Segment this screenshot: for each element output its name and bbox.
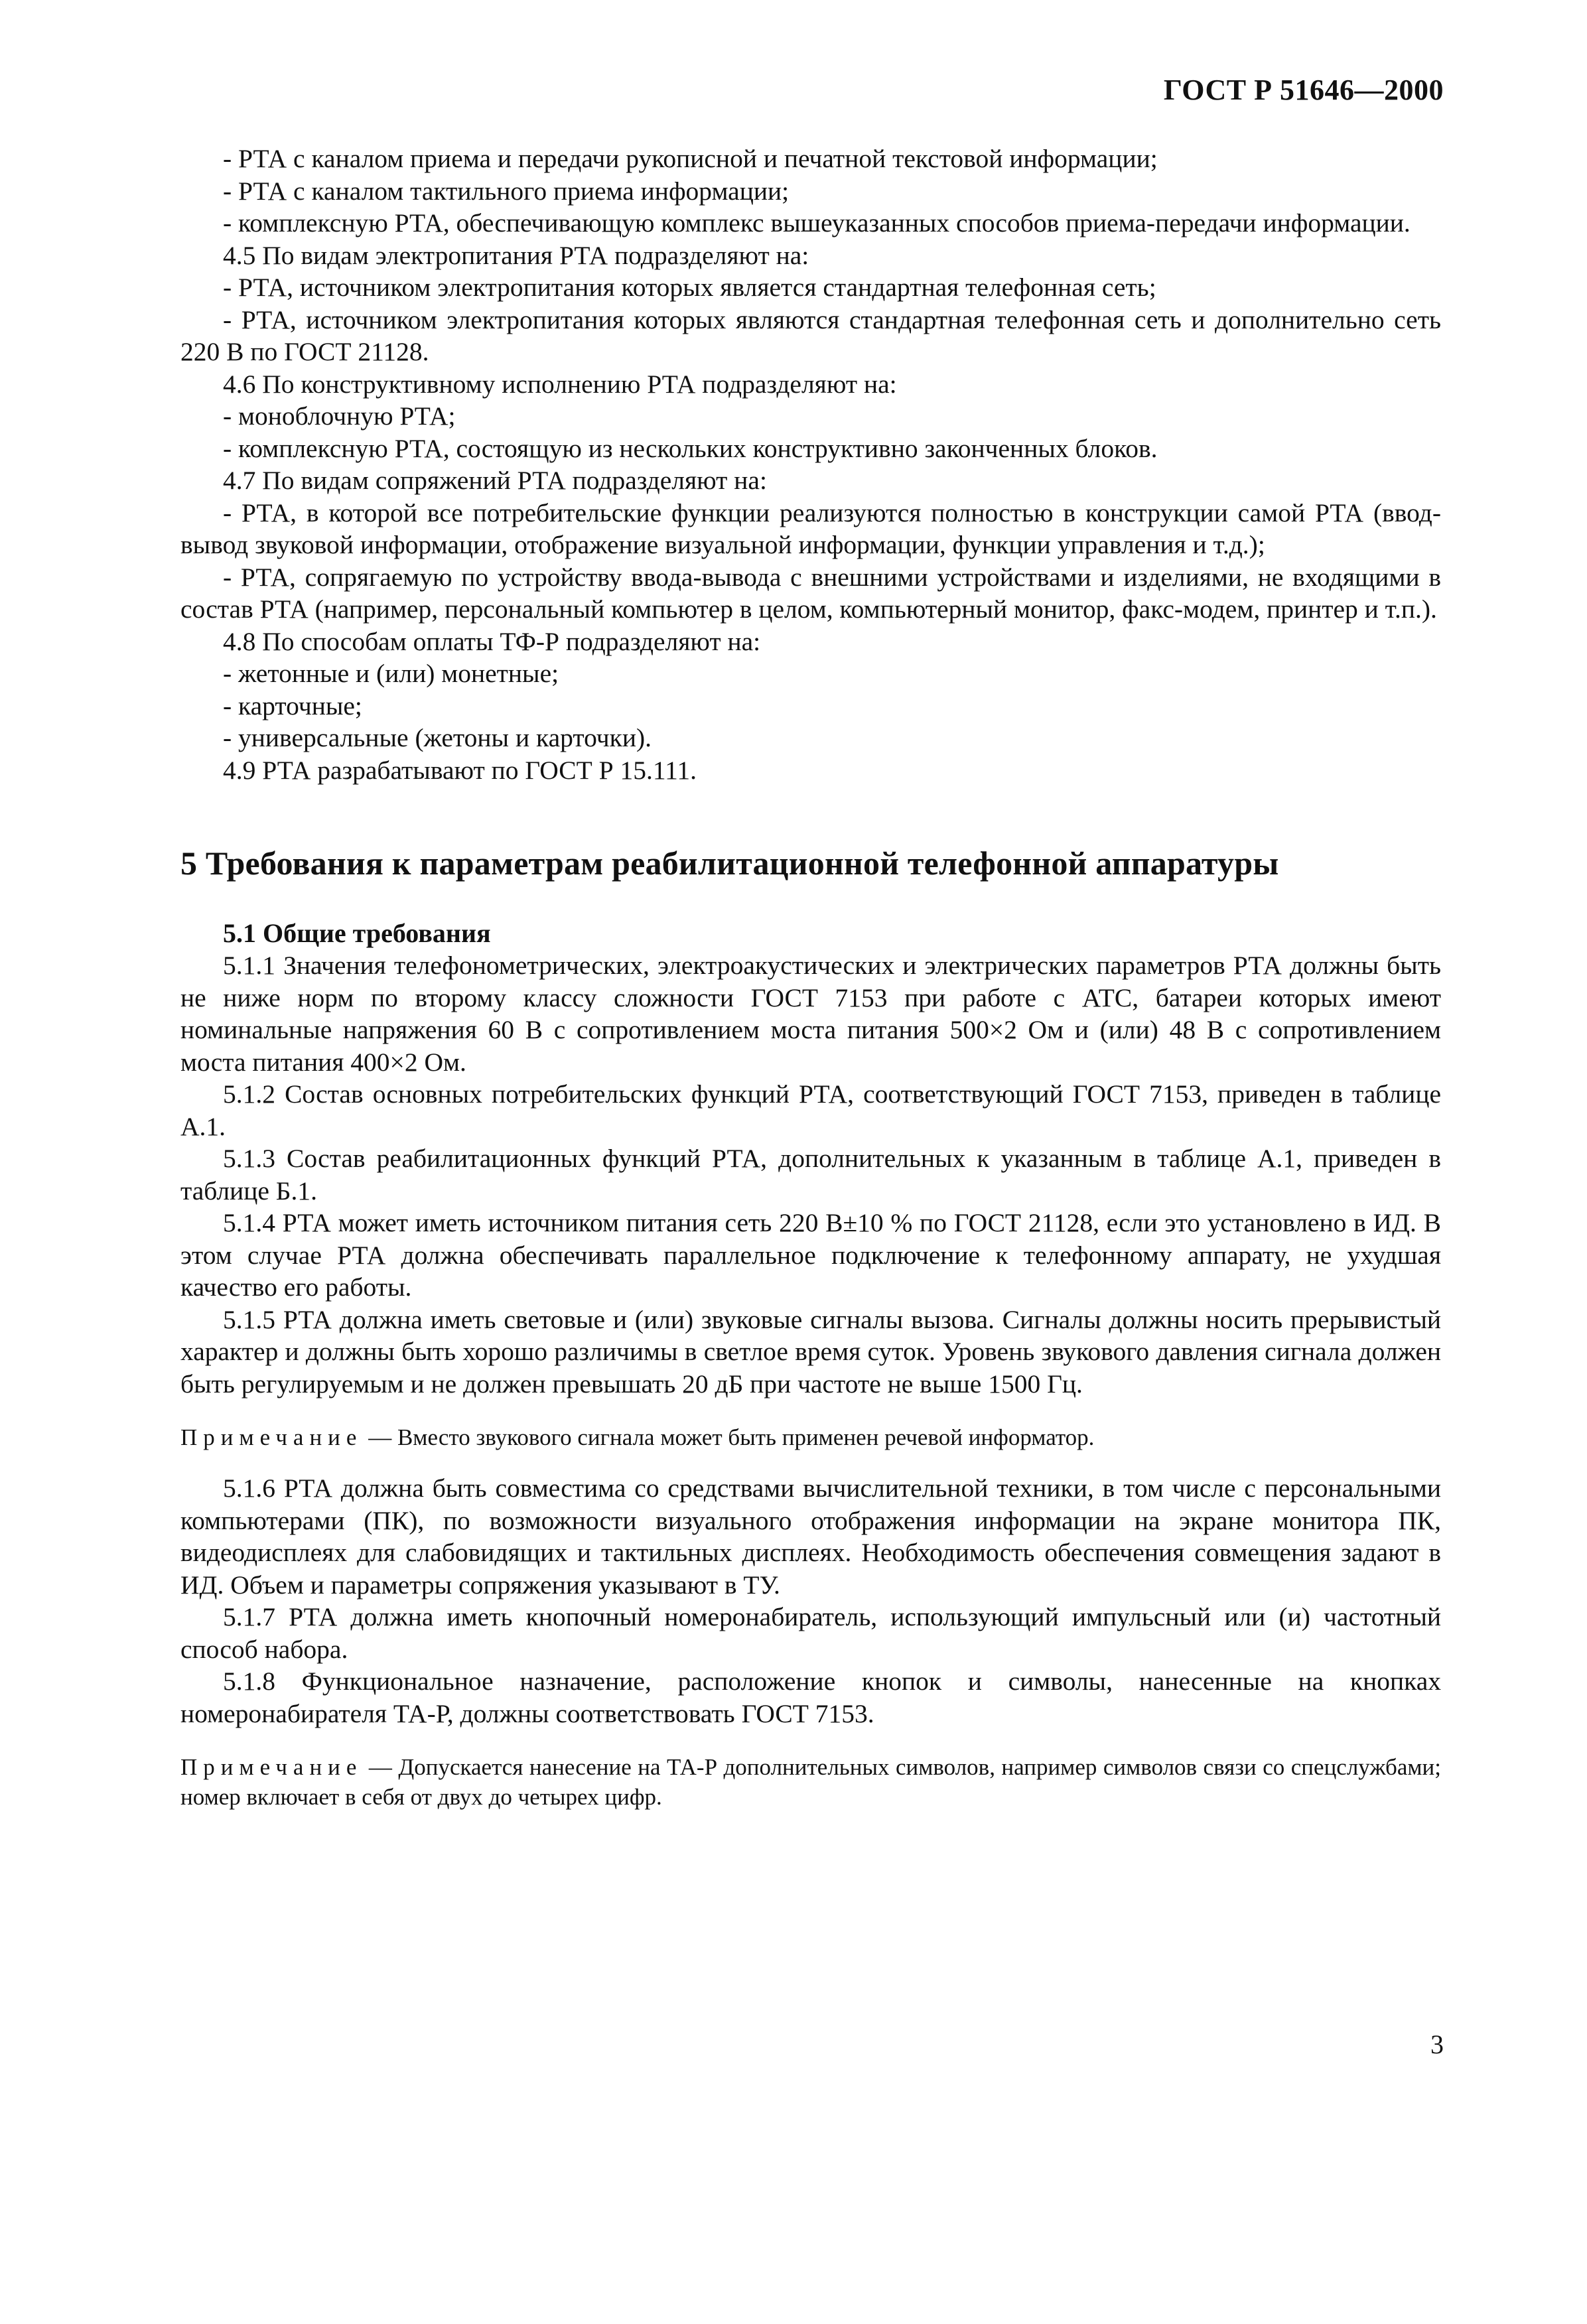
page-content <box>180 143 1441 1832</box>
paragraph-5-1-4: 5.1.4 РТА может иметь источником питания сеть 220 В±10 % по ГОСТ 21128, если это установлено в ИД. В этом случае РТА должна обеспечивать параллельное подключение к телефонному аппарату, не ухудшая качество его работы. <box>180 1208 1441 1302</box>
list-item: - универсальные (жетоны и карточки). <box>223 723 652 752</box>
paragraph-5-1-7: 5.1.7 РТА должна иметь кнопочный номеронабиратель, использующий импульсный или (и) частотный способ набора. <box>180 1602 1441 1664</box>
list-item: - моноблочную РТА; <box>223 401 456 431</box>
paragraphs-5-1-cont <box>180 1472 1441 1730</box>
paragraph-4-5: 4.5 По видам электропитания РТА подразделяют на: <box>223 240 809 270</box>
paragraphs-5-1 <box>180 949 1441 1400</box>
list-section-4 <box>180 143 1441 786</box>
paragraph-5-1-2: 5.1.2 Состав основных потребительских функций РТА, соответствующий ГОСТ 7153, приведен в таблице А.1. <box>180 1079 1441 1141</box>
list-item: - РТА, источником электропитания которых является стандартная телефонная сеть; <box>223 273 1156 302</box>
paragraph-5-1-5: 5.1.5 РТА должна иметь световые и (или) звуковые сигналы вызова. Сигналы должны носить прерывистый характер и должны быть хорошо различимы в светлое время суток. Уровень звукового давления сигнала должен быть регулируемым и не должен превышать 20 дБ при частоте не выше 1500 Гц. <box>180 1304 1441 1399</box>
paragraph-4-9: 4.9 РТА разрабатывают по ГОСТ Р 15.111. <box>223 755 697 785</box>
list-item: - жетонные и (или) монетные; <box>223 659 559 688</box>
paragraph-4-7: 4.7 По видам сопряжений РТА подразделяют на: <box>223 466 767 495</box>
page-number: 3 <box>1430 2029 1444 2059</box>
subsection-title: 5.1 Общие требования <box>223 918 491 948</box>
list-item: - комплексную РТА, обеспечивающую комплекс вышеуказанных способов приема-передачи информации. <box>223 208 1411 238</box>
note-dash: — <box>362 1424 397 1450</box>
section-title: 5 Требования к параметрам реабилитационной телефонной аппаратуры <box>180 845 1279 882</box>
note-text: Вместо звукового сигнала может быть применен речевой информатор. <box>397 1424 1095 1450</box>
paragraph-5-1-8: 5.1.8 Функциональное назначение, расположение кнопок и символы, нанесенные на кнопках номеронабирателя ТА-Р, должны соответствовать ГОСТ 7153. <box>180 1667 1441 1728</box>
list-item: - РТА с каналом тактильного приема информации; <box>223 176 790 206</box>
document-header: ГОСТ Р 51646—2000 <box>1163 74 1444 106</box>
note-label: Примечание <box>180 1424 363 1450</box>
paragraph-5-1-1: 5.1.1 Значения телефонометрических, электроакустических и электрических параметров РТА должны быть не ниже норм по второму классу сложности ГОСТ 7153 при работе с АТС, батареи которых имеют номинальные напряжения 60 В с сопротивлением моста питания 500×2 Ом и (или) 48 В с сопротивлением моста питания 400×2 Ом. <box>180 951 1441 1077</box>
paragraph-4-6: 4.6 По конструктивному исполнению РТА подразделяют на: <box>223 369 897 399</box>
paragraph-5-1-6: 5.1.6 РТА должна быть совместима со средствами вычислительной техники, в том числе с персональными компьютерами (ПК), по возможности визуального отображения информации на экране монитора ПК, видеодисплеях для слабовидящих и тактильных дисплеях. Необходимость обеспечения совмещения задают в ИД. Объем и параметры сопряжения указывают в ТУ. <box>180 1473 1441 1600</box>
list-item: - РТА с каналом приема и передачи рукописной и печатной текстовой информации; <box>223 144 1158 173</box>
note-label: Примечание <box>180 1754 363 1780</box>
paragraph-4-8: 4.8 По способам оплаты ТФ-Р подразделяют на: <box>223 626 761 656</box>
list-item: - РТА, источником электропитания которых являются стандартная телефонная сеть и дополнительно сеть 220 В по ГОСТ 21128. <box>180 305 1441 366</box>
list-item: - карточные; <box>223 691 362 720</box>
note-2 <box>180 1752 1441 1812</box>
note-text: Допускается нанесение на ТА-Р дополнительных символов, например символов связи со спецслужбами; номер включает в себя от двух до четырех цифр. <box>180 1754 1441 1810</box>
paragraph-5-1-3: 5.1.3 Состав реабилитационных функций РТА, дополнительных к указанным в таблице А.1, приведен в таблице Б.1. <box>180 1144 1441 1205</box>
list-item: - комплексную РТА, состоящую из нескольких конструктивно законченных блоков. <box>223 433 1158 463</box>
note-1 <box>180 1422 1441 1452</box>
note-dash: — <box>362 1754 399 1780</box>
list-item: - РТА, в которой все потребительские функции реализуются полностью в конструкции самой РТА (ввод-вывод звуковой информации, отображение визуальной информации, функции управления и т.д.); <box>180 498 1441 559</box>
list-item: - РТА, сопрягаемую по устройству ввода-вывода с внешними устройствами и изделиями, не входящими в состав РТА (например, персональный компьютер в целом, компьютерный монитор, факс-модем, принтер и т.п.). <box>180 562 1441 624</box>
